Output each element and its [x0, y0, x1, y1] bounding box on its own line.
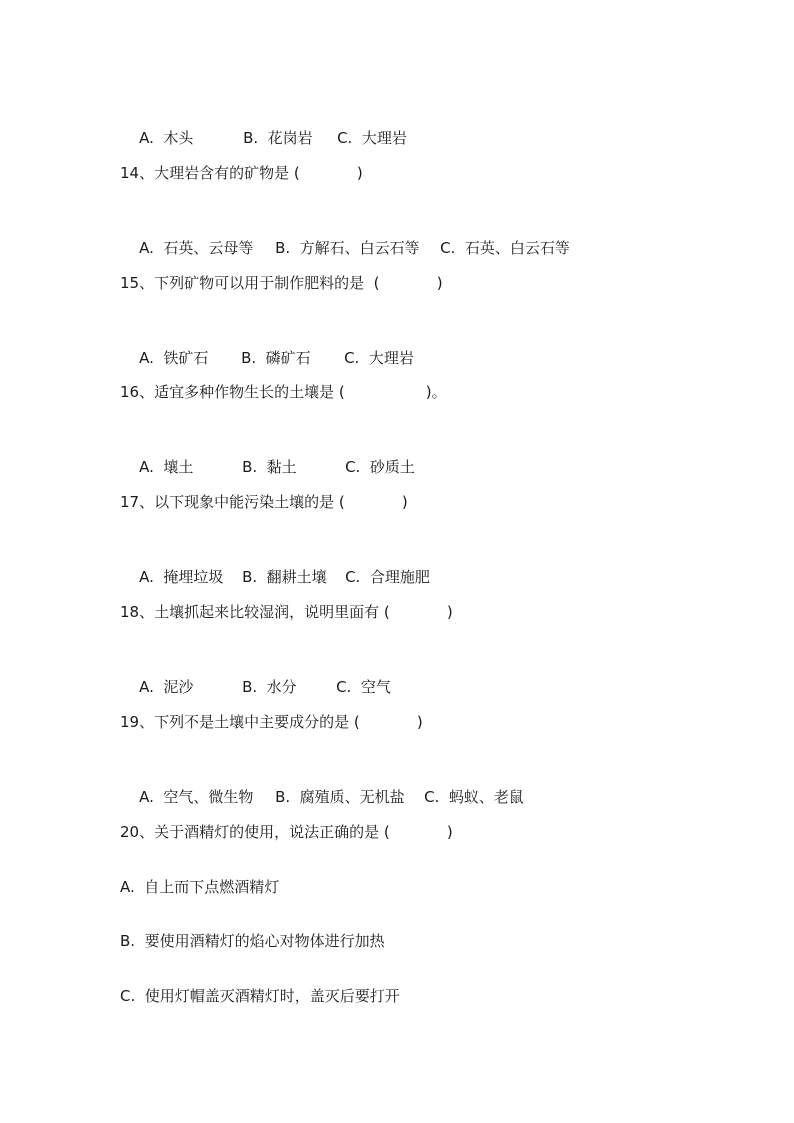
q17-option-b: B. 翻耕土壤 [242, 568, 327, 586]
q15-options [120, 328, 754, 388]
q16-option-a: A. 壤土 [139, 458, 194, 476]
q20-question: 20、关于酒精灯的使用，说法正确的是 ( ) [120, 823, 453, 841]
q16-option-c: C. 砂质土 [345, 458, 415, 476]
q17-option-a: A. 掩埋垃圾 [139, 568, 224, 586]
q15-question: 15、下列矿物可以用于制作肥料的是 ( ) [120, 274, 443, 292]
q14-option-b: B. 方解石、白云石等 [275, 239, 420, 257]
q18-option-a: A. 泥沙 [139, 678, 194, 696]
q19-options [120, 767, 754, 827]
q13-option-a: A. 木头 [139, 129, 194, 147]
q19-option-b: B. 腐殖质、无机盐 [275, 788, 405, 806]
q17-option-c: C. 合理施肥 [345, 568, 430, 586]
q15-option-a: A. 铁矿石 [139, 349, 209, 367]
q15-option-c: C. 大理岩 [344, 349, 414, 367]
q13-options [120, 108, 754, 168]
q17-question: 17、以下现象中能污染土壤的是 ( ) [120, 493, 408, 511]
q18-option-c: C. 空气 [336, 678, 391, 696]
q20-option-b: B. 要使用酒精灯的焰心对物体进行加热 [120, 932, 385, 950]
q15-option-b: B. 磷矿石 [241, 349, 311, 367]
q14-options [120, 218, 754, 278]
q19-question: 19、下列不是土壤中主要成分的是 ( ) [120, 713, 423, 731]
q18-option-b: B. 水分 [242, 678, 297, 696]
q18-question: 18、土壤抓起来比较湿润，说明里面有 ( ) [120, 603, 453, 621]
q16-options [120, 437, 754, 497]
q19-option-c: C. 蚂蚁、老鼠 [424, 788, 524, 806]
q14-question: 14、大理岩含有的矿物是 ( ) [120, 164, 363, 182]
q14-option-a: A. 石英、云母等 [139, 239, 254, 257]
q20-option-a: A. 自上而下点燃酒精灯 [120, 878, 280, 896]
q19-option-a: A. 空气、微生物 [139, 788, 254, 806]
q18-options [120, 657, 754, 717]
q16-option-b: B. 黏土 [242, 458, 297, 476]
q13-option-b: B. 花岗岩 [243, 129, 313, 147]
q16-question: 16、适宜多种作物生长的土壤是 ( )。 [120, 383, 447, 401]
q20-option-c: C. 使用灯帽盖灭酒精灯时，盖灭后要打开 [120, 987, 400, 1005]
q17-options [120, 547, 754, 607]
q14-option-c: C. 石英、白云石等 [440, 239, 570, 257]
q13-option-c: C. 大理岩 [337, 129, 407, 147]
